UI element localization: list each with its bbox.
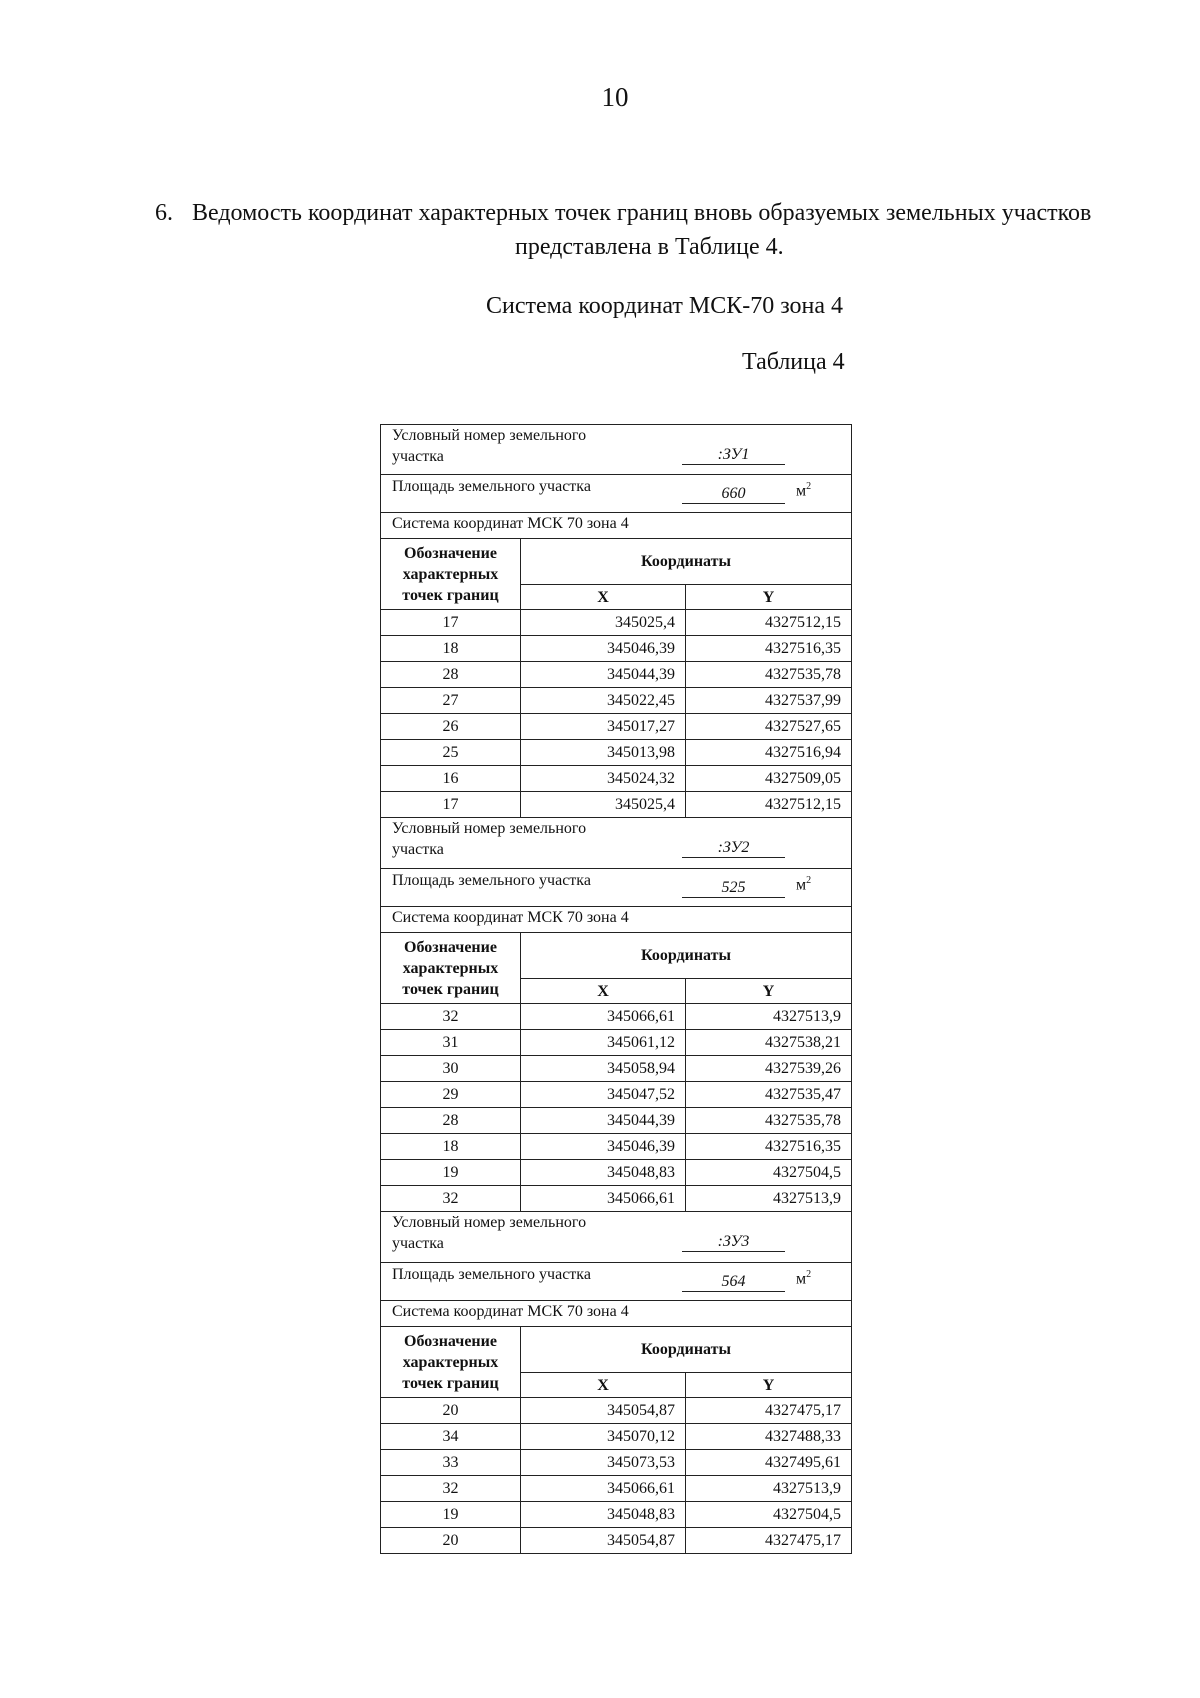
points-header-line: характерных (402, 565, 499, 583)
plot-number-label: Условный номер земельного (392, 820, 587, 837)
y-coordinate-cell: 4327535,47 (686, 1082, 852, 1108)
points-header (380, 1327, 521, 1398)
points-header-line: точек границ (402, 980, 499, 998)
y-coordinate-cell: 4327535,78 (686, 662, 852, 688)
heading-number: 6. (155, 200, 173, 226)
x-coordinate-cell: 345047,52 (521, 1082, 686, 1108)
point-id-cell: 28 (380, 1108, 521, 1134)
y-coordinate-cell: 4327538,21 (686, 1030, 852, 1056)
y-header: Y (686, 585, 852, 610)
y-coordinate-cell: 4327495,61 (686, 1450, 852, 1476)
plot-section (380, 1212, 852, 1554)
plot-area-label: Площадь земельного участка (392, 478, 591, 495)
points-header-line: точек границ (402, 586, 499, 604)
x-coordinate-cell: 345022,45 (521, 688, 686, 714)
x-coordinate-cell: 345070,12 (521, 1424, 686, 1450)
x-header: X (521, 1373, 686, 1398)
x-coordinate-cell: 345025,4 (521, 610, 686, 636)
x-coordinate-cell: 345066,61 (521, 1186, 686, 1212)
x-coordinate-cell: 345044,39 (521, 1108, 686, 1134)
x-coordinate-cell: 345046,39 (521, 1134, 686, 1160)
plot-area-value: 660 (682, 485, 785, 504)
y-coordinate-cell: 4327535,78 (686, 1108, 852, 1134)
point-id-cell: 32 (380, 1186, 521, 1212)
coords-header: Координаты (521, 933, 852, 979)
point-id-cell: 25 (380, 740, 521, 766)
plot-number-label: Условный номер земельного (392, 1214, 587, 1231)
x-coordinate-cell: 345054,87 (521, 1398, 686, 1424)
plot-number-label-2: участка (392, 841, 444, 858)
section-heading (155, 196, 1115, 260)
y-coordinate-cell: 4327539,26 (686, 1056, 852, 1082)
y-coordinate-cell: 4327512,15 (686, 610, 852, 636)
table-caption: Таблица 4 (742, 349, 845, 375)
plot-area-unit: $м^2$ (796, 875, 812, 894)
plot-area-row (380, 869, 852, 907)
crs-row (380, 513, 852, 539)
point-id-cell: 27 (380, 688, 521, 714)
point-id-cell: 17 (380, 792, 521, 818)
point-id-cell: 32 (380, 1476, 521, 1502)
page-number: 10 (601, 82, 629, 112)
x-header: X (521, 585, 686, 610)
points-header-line: характерных (402, 1353, 499, 1371)
plot-section (380, 424, 852, 818)
heading-line-2: представлена в Таблице 4. (515, 234, 784, 260)
y-coordinate-cell: 4327509,05 (686, 766, 852, 792)
plot-area-row (380, 475, 852, 513)
points-header-line: характерных (402, 959, 499, 977)
plot-area-label: Площадь земельного участка (392, 872, 591, 889)
points-header-line: точек границ (402, 1374, 499, 1392)
point-id-cell: 29 (380, 1082, 521, 1108)
x-coordinate-cell: 345066,61 (521, 1476, 686, 1502)
plot-area-label: Площадь земельного участка (392, 1266, 591, 1283)
y-coordinate-cell: 4327475,17 (686, 1528, 852, 1554)
x-coordinate-cell: 345048,83 (521, 1502, 686, 1528)
heading-line-1: Ведомость координат характерных точек границ вновь образуемых земельных участков (192, 200, 1092, 226)
plot-number-row (380, 424, 852, 475)
point-id-cell: 16 (380, 766, 521, 792)
point-id-cell: 26 (380, 714, 521, 740)
x-coordinate-cell: 345073,53 (521, 1450, 686, 1476)
plot-number-label: Условный номер земельного (392, 427, 587, 444)
plot-number-row (380, 818, 852, 869)
plot-number-value: :ЗУ1 (682, 446, 785, 465)
point-id-cell: 31 (380, 1030, 521, 1056)
x-coordinate-cell: 345058,94 (521, 1056, 686, 1082)
y-coordinate-cell: 4327516,35 (686, 1134, 852, 1160)
x-coordinate-cell: 345048,83 (521, 1160, 686, 1186)
x-coordinate-cell: 345017,27 (521, 714, 686, 740)
coordinates-table (380, 424, 852, 1554)
y-coordinate-cell: 4327512,15 (686, 792, 852, 818)
y-coordinate-cell: 4327504,5 (686, 1160, 852, 1186)
plot-area-value: 525 (682, 879, 785, 898)
y-coordinate-cell: 4327537,99 (686, 688, 852, 714)
point-id-cell: 19 (380, 1160, 521, 1186)
plot-area-unit: $м^2$ (796, 481, 812, 500)
point-id-cell: 18 (380, 1134, 521, 1160)
point-id-cell: 17 (380, 610, 521, 636)
y-coordinate-cell: 4327513,9 (686, 1004, 852, 1030)
x-coordinate-cell: 345061,12 (521, 1030, 686, 1056)
point-id-cell: 19 (380, 1502, 521, 1528)
x-coordinate-cell: 345025,4 (521, 792, 686, 818)
y-coordinate-cell: 4327488,33 (686, 1424, 852, 1450)
point-id-cell: 18 (380, 636, 521, 662)
points-header-line: Обозначение (404, 938, 497, 956)
crs-row (380, 907, 852, 933)
x-coordinate-cell: 345054,87 (521, 1528, 686, 1554)
coords-header: Координаты (521, 539, 852, 585)
point-id-cell: 28 (380, 662, 521, 688)
crs-label: Система координат МСК 70 зона 4 (392, 1303, 629, 1320)
plot-area-unit-exponent: 2 (806, 1269, 812, 1280)
point-id-cell: 20 (380, 1398, 521, 1424)
plot-area-unit-exponent: 2 (806, 481, 812, 492)
y-coordinate-cell: 4327516,94 (686, 740, 852, 766)
points-header-line: Обозначение (404, 1332, 497, 1350)
x-coordinate-cell: 345024,32 (521, 766, 686, 792)
points-header (380, 539, 521, 610)
crs-caption: Система координат МСК-70 зона 4 (486, 293, 844, 319)
crs-label: Система координат МСК 70 зона 4 (392, 515, 629, 532)
plot-number-label-2: участка (392, 1235, 444, 1252)
x-coordinate-cell: 345013,98 (521, 740, 686, 766)
plot-area-value: 564 (682, 1273, 785, 1292)
plot-area-row (380, 1263, 852, 1301)
y-coordinate-cell: 4327504,5 (686, 1502, 852, 1528)
points-header (380, 933, 521, 1004)
crs-label: Система координат МСК 70 зона 4 (392, 909, 629, 926)
plot-number-value: :ЗУ3 (682, 1233, 785, 1252)
point-id-cell: 32 (380, 1004, 521, 1030)
x-coordinate-cell: 345046,39 (521, 636, 686, 662)
plot-number-label-2: участка (392, 448, 444, 465)
y-coordinate-cell: 4327513,9 (686, 1186, 852, 1212)
crs-row (380, 1301, 852, 1327)
y-coordinate-cell: 4327475,17 (686, 1398, 852, 1424)
points-header-line: Обозначение (404, 544, 497, 562)
plot-area-unit-exponent: 2 (806, 875, 812, 886)
plot-section (380, 818, 852, 1212)
x-coordinate-cell: 345066,61 (521, 1004, 686, 1030)
y-coordinate-cell: 4327527,65 (686, 714, 852, 740)
point-id-cell: 20 (380, 1528, 521, 1554)
point-id-cell: 33 (380, 1450, 521, 1476)
point-id-cell: 30 (380, 1056, 521, 1082)
plot-number-value: :ЗУ2 (682, 839, 785, 858)
y-coordinate-cell: 4327513,9 (686, 1476, 852, 1502)
x-coordinate-cell: 345044,39 (521, 662, 686, 688)
point-id-cell: 34 (380, 1424, 521, 1450)
x-header: X (521, 979, 686, 1004)
y-header: Y (686, 979, 852, 1004)
plot-number-row (380, 1212, 852, 1263)
y-coordinate-cell: 4327516,35 (686, 636, 852, 662)
coords-header: Координаты (521, 1327, 852, 1373)
y-header: Y (686, 1373, 852, 1398)
plot-area-unit: $м^2$ (796, 1269, 812, 1288)
